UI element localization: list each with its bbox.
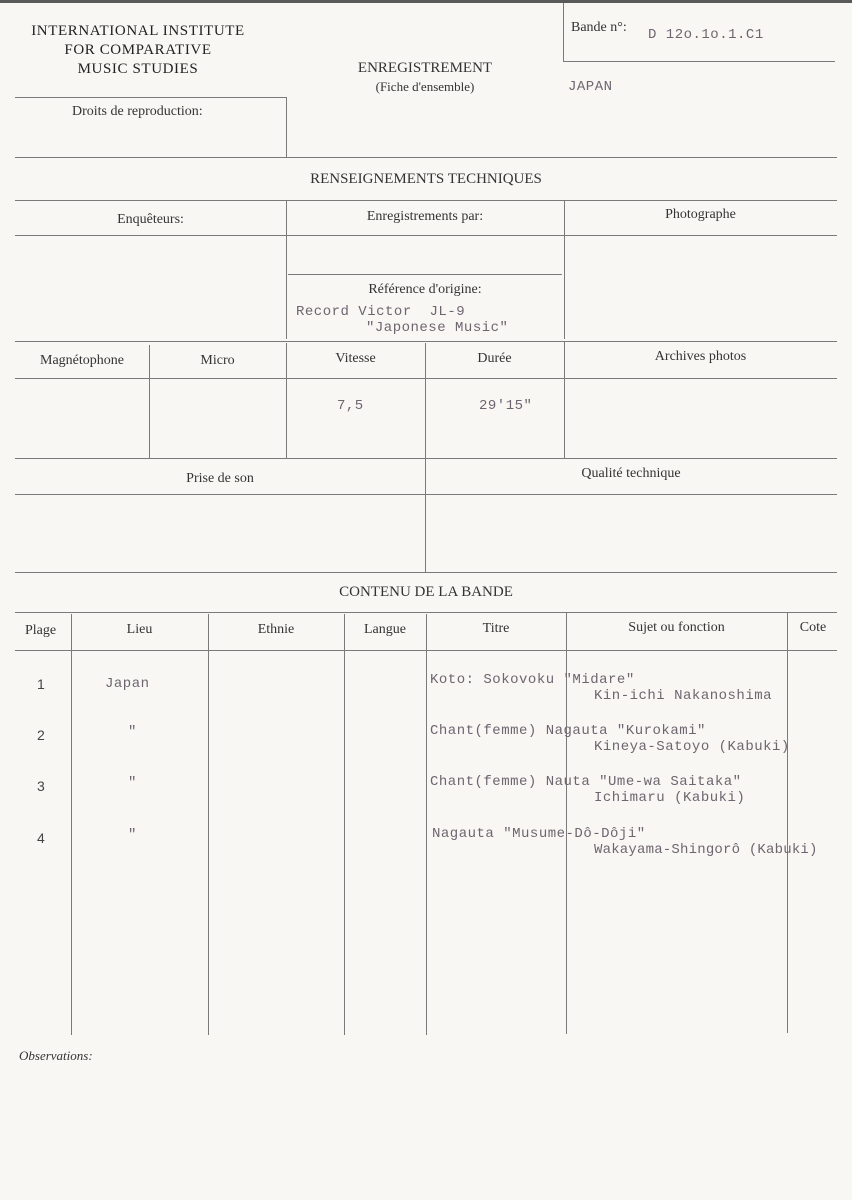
bande-number: D 12o.1o.1.C1 [648,27,764,43]
droits-box-right [286,97,287,157]
col-cote: Cote [799,620,827,635]
table-col-div-1 [71,614,72,1035]
col-div-g [425,458,426,572]
col-div-b [564,200,565,339]
col-plage: Plage [25,623,57,638]
divider-3 [15,235,837,236]
duree-value: 29'15" [479,398,533,414]
divider-1 [15,157,837,158]
enregistrements-label: Enregistrements par: [366,209,484,224]
micro-label: Micro [200,353,235,368]
duree-label: Durée [477,351,512,366]
row-4-lieu: " [128,827,137,843]
col-langue: Langue [364,622,406,637]
institute-name [8,22,268,79]
row-2-plage: 2 [37,727,45,743]
divider-6 [15,458,837,459]
divider-8 [15,572,837,573]
photographe-label: Photographe [665,207,736,222]
page-top-edge [0,0,852,3]
col-ethnie: Ethnie [257,622,295,637]
divider-2 [15,200,837,201]
vitesse-value: 7,5 [337,398,364,414]
magnetophone-label: Magnétophone [40,353,124,368]
institute-line-3: MUSIC STUDIES [77,61,199,77]
enqueteurs-label: Enquêteurs: [117,212,184,227]
droits-label: Droits de reproduction: [72,104,203,119]
reference-line-1: Record Victor JL-9 [296,304,466,320]
vitesse-label: Vitesse [335,351,376,366]
country-value: JAPAN [568,79,613,95]
enregistrement-subtitle: (Fiche d'ensemble) [375,79,475,94]
row-3-sujet: Ichimaru (Kabuki) [594,790,746,806]
bande-label: Bande n°: [571,20,627,35]
observations-label: Observations: [19,1048,93,1063]
qualite-label: Qualité technique [581,466,681,481]
reference-label: Référence d'origine: [368,282,482,297]
row-2-titre: Chant(femme) Nagauta "Kurokami" [430,723,706,739]
col-sujet: Sujet ou fonction [628,620,725,635]
table-col-div-6 [787,612,788,1033]
enregistrement-title: ENREGISTREMENT [357,60,493,76]
archives-label: Archives photos [654,349,747,364]
droits-box-top [15,97,286,98]
bande-box-bottom [563,61,835,62]
divider-7 [15,494,837,495]
row-1-titre: Koto: Sokovoku "Midare" [430,672,635,688]
reference-divider [288,274,562,275]
row-4-plage: 4 [37,830,45,846]
row-4-titre: Nagauta "Musume-Dô-Dôji" [432,826,646,842]
col-div-a [286,200,287,339]
col-lieu: Lieu [126,622,153,637]
row-1-plage: 1 [37,676,45,692]
col-div-d [286,343,287,458]
row-1-sujet: Kin-ichi Nakanoshima [594,688,773,704]
contenu-title: CONTENU DE LA BANDE [339,584,513,600]
col-div-f [564,341,565,458]
bande-box-left [563,3,564,61]
col-div-e [425,343,426,458]
table-col-div-4 [426,614,427,1035]
divider-9 [15,612,837,613]
divider-4 [15,341,837,342]
divider-5 [15,378,837,379]
table-col-div-2 [208,614,209,1035]
technique-title: RENSEIGNEMENTS TECHNIQUES [310,171,542,187]
row-3-titre: Chant(femme) Nauta "Ume-wa Saitaka" [430,774,742,790]
col-div-c [149,345,150,458]
row-1-lieu: Japan [105,676,150,692]
table-col-div-3 [344,614,345,1035]
row-3-lieu: " [128,775,137,791]
institute-line-1: INTERNATIONAL INSTITUTE [31,23,245,39]
row-4-sujet: Wakayama-Shingorô (Kabuki) [594,842,818,858]
col-titre: Titre [482,621,510,636]
institute-line-2: FOR COMPARATIVE [64,42,212,58]
prise-label: Prise de son [186,471,254,486]
reference-line-2: "Japonese Music" [366,320,509,336]
row-2-sujet: Kineya-Satoyo (Kabuki) [594,739,790,755]
row-3-plage: 3 [37,778,45,794]
row-2-lieu: " [128,724,137,740]
